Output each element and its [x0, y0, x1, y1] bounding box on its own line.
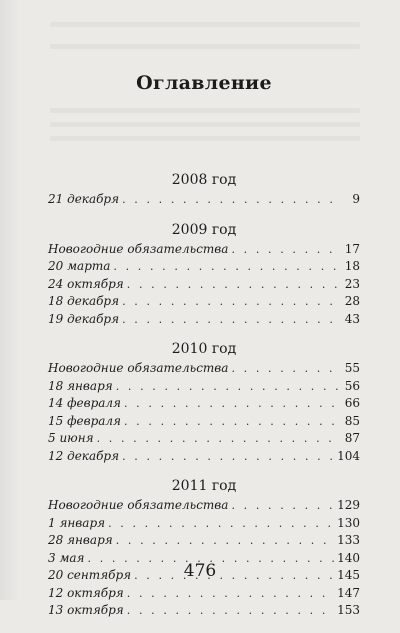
- entry-page-number: 153: [337, 603, 360, 617]
- section-year: 2009 год: [171, 221, 237, 238]
- dot-leader: [127, 603, 334, 620]
- entry-page-number: 104: [337, 448, 360, 463]
- entry-page-number: 17: [344, 241, 360, 256]
- bleed-through-line: [50, 22, 360, 27]
- entry-label: 28 января: [48, 533, 113, 547]
- entry-label: Новогодние обязательства: [48, 361, 229, 375]
- section-year: 2010 год: [171, 341, 237, 357]
- entry-page-number: 87: [344, 431, 360, 445]
- entry-label: 18 декабря: [48, 294, 120, 308]
- entry-page-number: 23: [344, 276, 360, 291]
- dot-leader: [231, 498, 334, 515]
- toc-entry[interactable]: [48, 532, 360, 550]
- dot-leader: [231, 242, 339, 259]
- toc-entry[interactable]: [48, 497, 360, 515]
- dot-leader: [124, 414, 339, 431]
- entry-label: Новогодние обязательства: [48, 498, 229, 512]
- entry-page-number: 66: [344, 396, 360, 410]
- toc-entry[interactable]: [48, 311, 360, 329]
- toc-section-2010: [48, 341, 360, 465]
- toc-title: Оглавление: [136, 72, 272, 94]
- section-year: 2011 год: [171, 478, 237, 494]
- dot-leader: [122, 294, 339, 311]
- toc-section-2009: [48, 222, 360, 329]
- entry-page-number: 140: [337, 550, 360, 565]
- toc-entry[interactable]: [48, 293, 360, 311]
- book-page: [48, 72, 360, 633]
- toc-entry[interactable]: [48, 360, 360, 378]
- entry-label: 20 марта: [48, 259, 111, 273]
- toc-entry[interactable]: [48, 413, 360, 431]
- dot-leader: [116, 533, 334, 550]
- dot-leader: [97, 431, 339, 448]
- toc-entry[interactable]: [48, 430, 360, 448]
- page-gutter-shadow: [0, 0, 20, 600]
- toc-entry[interactable]: [48, 602, 360, 620]
- entry-label: 14 февраля: [48, 396, 121, 410]
- toc-entry[interactable]: [48, 258, 360, 276]
- entry-label: 12 октября: [48, 585, 124, 600]
- entry-page-number: 85: [344, 413, 360, 428]
- toc-entry[interactable]: [48, 515, 360, 533]
- dot-leader: [124, 396, 339, 413]
- entry-page-number: 9: [352, 192, 360, 206]
- entry-page-number: 43: [344, 311, 360, 326]
- entry-label: 18 января: [48, 378, 113, 393]
- toc-entry[interactable]: [48, 276, 360, 294]
- entry-page-number: 133: [337, 533, 360, 547]
- entry-label: 13 октября: [48, 603, 124, 617]
- page-number: 476: [183, 561, 217, 581]
- entry-page-number: 28: [344, 294, 360, 308]
- entry-page-number: 56: [344, 378, 360, 393]
- toc-entry[interactable]: [48, 585, 360, 603]
- toc-entry[interactable]: [48, 378, 360, 396]
- dot-leader: [116, 379, 339, 396]
- entry-page-number: 129: [337, 498, 360, 512]
- section-year: 2008 год: [171, 172, 237, 188]
- entry-label: 15 февраля: [48, 413, 121, 428]
- entry-label: 12 декабря: [48, 448, 120, 463]
- entry-label: Новогодние обязательства: [48, 241, 229, 256]
- entry-label: 1 января: [48, 515, 106, 530]
- entry-label: 19 декабря: [48, 311, 120, 326]
- dot-leader: [113, 259, 339, 276]
- dot-leader: [108, 516, 334, 533]
- toc-section-2011: [48, 478, 360, 620]
- toc-entry[interactable]: [48, 395, 360, 413]
- bleed-through-line: [50, 44, 360, 49]
- entry-label: 3 мая: [48, 550, 85, 565]
- entry-label: 24 октября: [48, 276, 124, 291]
- entry-page-number: 147: [337, 585, 360, 600]
- toc-entry[interactable]: [48, 241, 360, 259]
- entry-page-number: 18: [344, 259, 360, 273]
- dot-leader: [122, 312, 339, 329]
- entry-page-number: 130: [337, 515, 360, 530]
- dot-leader: [122, 192, 339, 209]
- dot-leader: [122, 449, 334, 466]
- dot-leader: [127, 277, 339, 294]
- dot-leader: [231, 361, 339, 378]
- toc-entry[interactable]: [48, 191, 360, 209]
- entry-label: 21 декабря: [48, 192, 120, 206]
- entry-page-number: 145: [337, 568, 360, 582]
- entry-page-number: 55: [344, 361, 360, 375]
- toc-entry[interactable]: [48, 448, 360, 466]
- toc-section-2008: [48, 172, 360, 209]
- entry-label: 20 сентября: [48, 568, 132, 582]
- entry-label: 5 июня: [48, 431, 94, 445]
